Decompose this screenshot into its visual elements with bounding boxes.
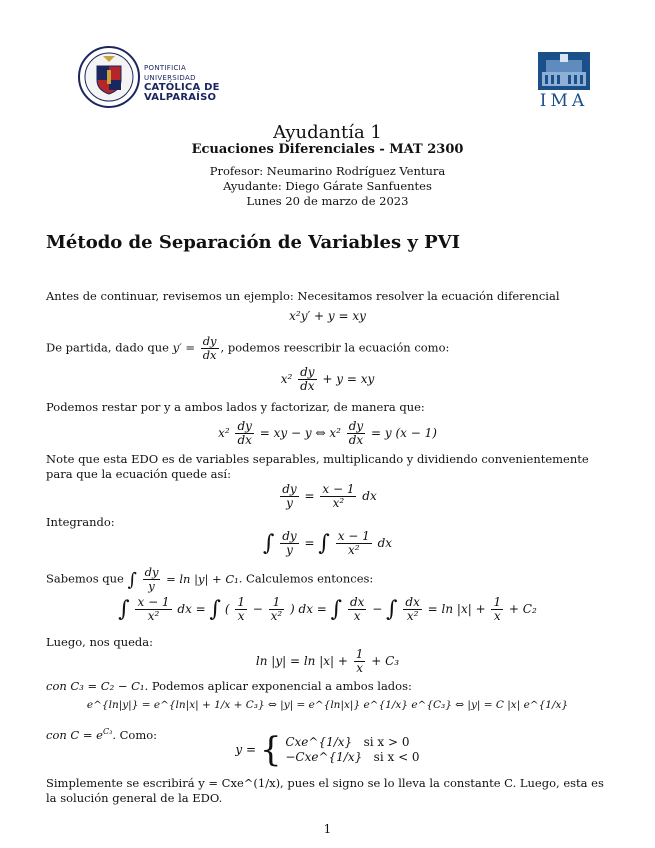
- page-number: 1: [323, 822, 332, 836]
- assistant-line: Ayudante: Diego Gárate Sanfuentes: [223, 179, 432, 193]
- case-2: −Cxe^{1/x} si x < 0: [285, 750, 420, 764]
- paragraph-10: Simplemente se escribirá y = Cxe^(1/x), pues el signo se lo lleva la constante C. Luego, esta es la solución general de la EDO.: [46, 776, 604, 805]
- univ-line-1: PONTIFICIA: [144, 64, 187, 72]
- ima-building-icon: [538, 52, 590, 90]
- university-seal-icon: [78, 46, 140, 108]
- case-1: Cxe^{1/x} si x > 0: [285, 735, 410, 749]
- equation-1: x²y′ + y = xy: [289, 309, 366, 323]
- equation-2: x² $\frac{dy}{dx}$ + y = xy: [280, 365, 375, 393]
- p9-end: . Como:: [112, 727, 158, 742]
- p8-end: . Podemos aplicar exponencial a ambos lados:: [144, 679, 412, 693]
- paragraph-4: Note que esta EDO es de variables separables, multiplicando y dividiendo convenientemente para que la ecuación quede así:: [46, 452, 589, 481]
- paragraph-7: Luego, nos queda:: [46, 635, 153, 649]
- equation-5: ∫ $\frac{dy}{y}$ = ∫ $\frac{x - 1}{\text{x²}}$ dx: [262, 529, 393, 557]
- professor-line: Profesor: Neumarino Rodríguez Ventura: [209, 164, 446, 178]
- university-name: [144, 63, 220, 103]
- equation-6: ∫ $\frac{x - 1}{\text{x²}}$ dx = ∫ ( $\frac{1}{x}$ − $\frac{1}{\text{x²}}$ ) dx = ∫ $\frac{dx}{x}$ − ∫ $\frac{dx}{\text{x²}}$ = ln |x| + $\frac{1}{x}$ + C₂: [118, 595, 537, 623]
- p8-start: con C₃ = C₂ − C₁: [46, 679, 145, 693]
- document-title: Ayudantía 1: [273, 122, 382, 143]
- equation-8: e^{ln|y|} = e^{ln|x| + 1/x + C₃} ⇔ |y| = e^{ln|x|} e^{1/x} e^{C₃} ⇔ |y| = C |x| e^{1/x}: [86, 699, 569, 711]
- equation-3: x² $\frac{dy}{dx}$ = xy − y ⇔ x² $\frac{dy}{dx}$ = y (x − 1): [218, 419, 437, 447]
- equation-7: ln |y| = ln |x| + $\frac{1}{x}$ + C₃: [255, 647, 400, 675]
- univ-line-2: UNIVERSIDAD: [144, 74, 196, 82]
- p2-end: , podemos reescribir la ecuación como:: [220, 340, 450, 355]
- paragraph-3: Podemos restar por y a ambos lados y factorizar, de manera que:: [46, 400, 425, 414]
- p9-start: con C = e: [46, 727, 103, 742]
- date-line: Lunes 20 de marzo de 2023: [246, 194, 409, 208]
- paragraph-8: [46, 679, 611, 694]
- p6-end: . Calculemos entonces:: [238, 571, 374, 586]
- p2-start: De partida, dado que: [46, 340, 169, 355]
- p6-start: Sabemos que: [46, 571, 124, 586]
- paragraph-1: Antes de continuar, revisemos un ejemplo: Necesitamos resolver la ecuación diferencial: [46, 289, 560, 303]
- paragraph-9: con $C = e^{C_3}$. Como:: [46, 727, 158, 742]
- equation-9: y = { Cxe^{1/x} si x > 0 −Cxe^{1/x} si x < 0: [235, 730, 420, 770]
- university-logo: [78, 46, 228, 112]
- document-credits: [0, 164, 655, 209]
- paragraph-2: De partida, dado que y′ = $\frac{dy}{dx}$ , podemos reescribir la ecuación como:: [46, 334, 450, 362]
- univ-line-4: VALPARAÍSO: [144, 92, 217, 103]
- univ-line-3: CATÓLICA DE: [144, 82, 220, 93]
- paragraph-5: Integrando:: [46, 515, 115, 529]
- section-title: Método de Separación de Variables y PVI: [46, 232, 461, 253]
- equation-4: $\frac{dy}{y}$ = $\frac{x - 1}{\text{x²}}$ dx: [282, 482, 377, 510]
- paragraph-6: Sabemos que ∫ $\frac{dy}{y}$ = ln |y| + C₁. Calculemos entonces:: [46, 565, 374, 593]
- ima-label: IMA: [539, 91, 589, 111]
- ima-logo: [538, 52, 590, 114]
- document-subtitle: Ecuaciones Diferenciales - MAT 2300: [191, 142, 464, 157]
